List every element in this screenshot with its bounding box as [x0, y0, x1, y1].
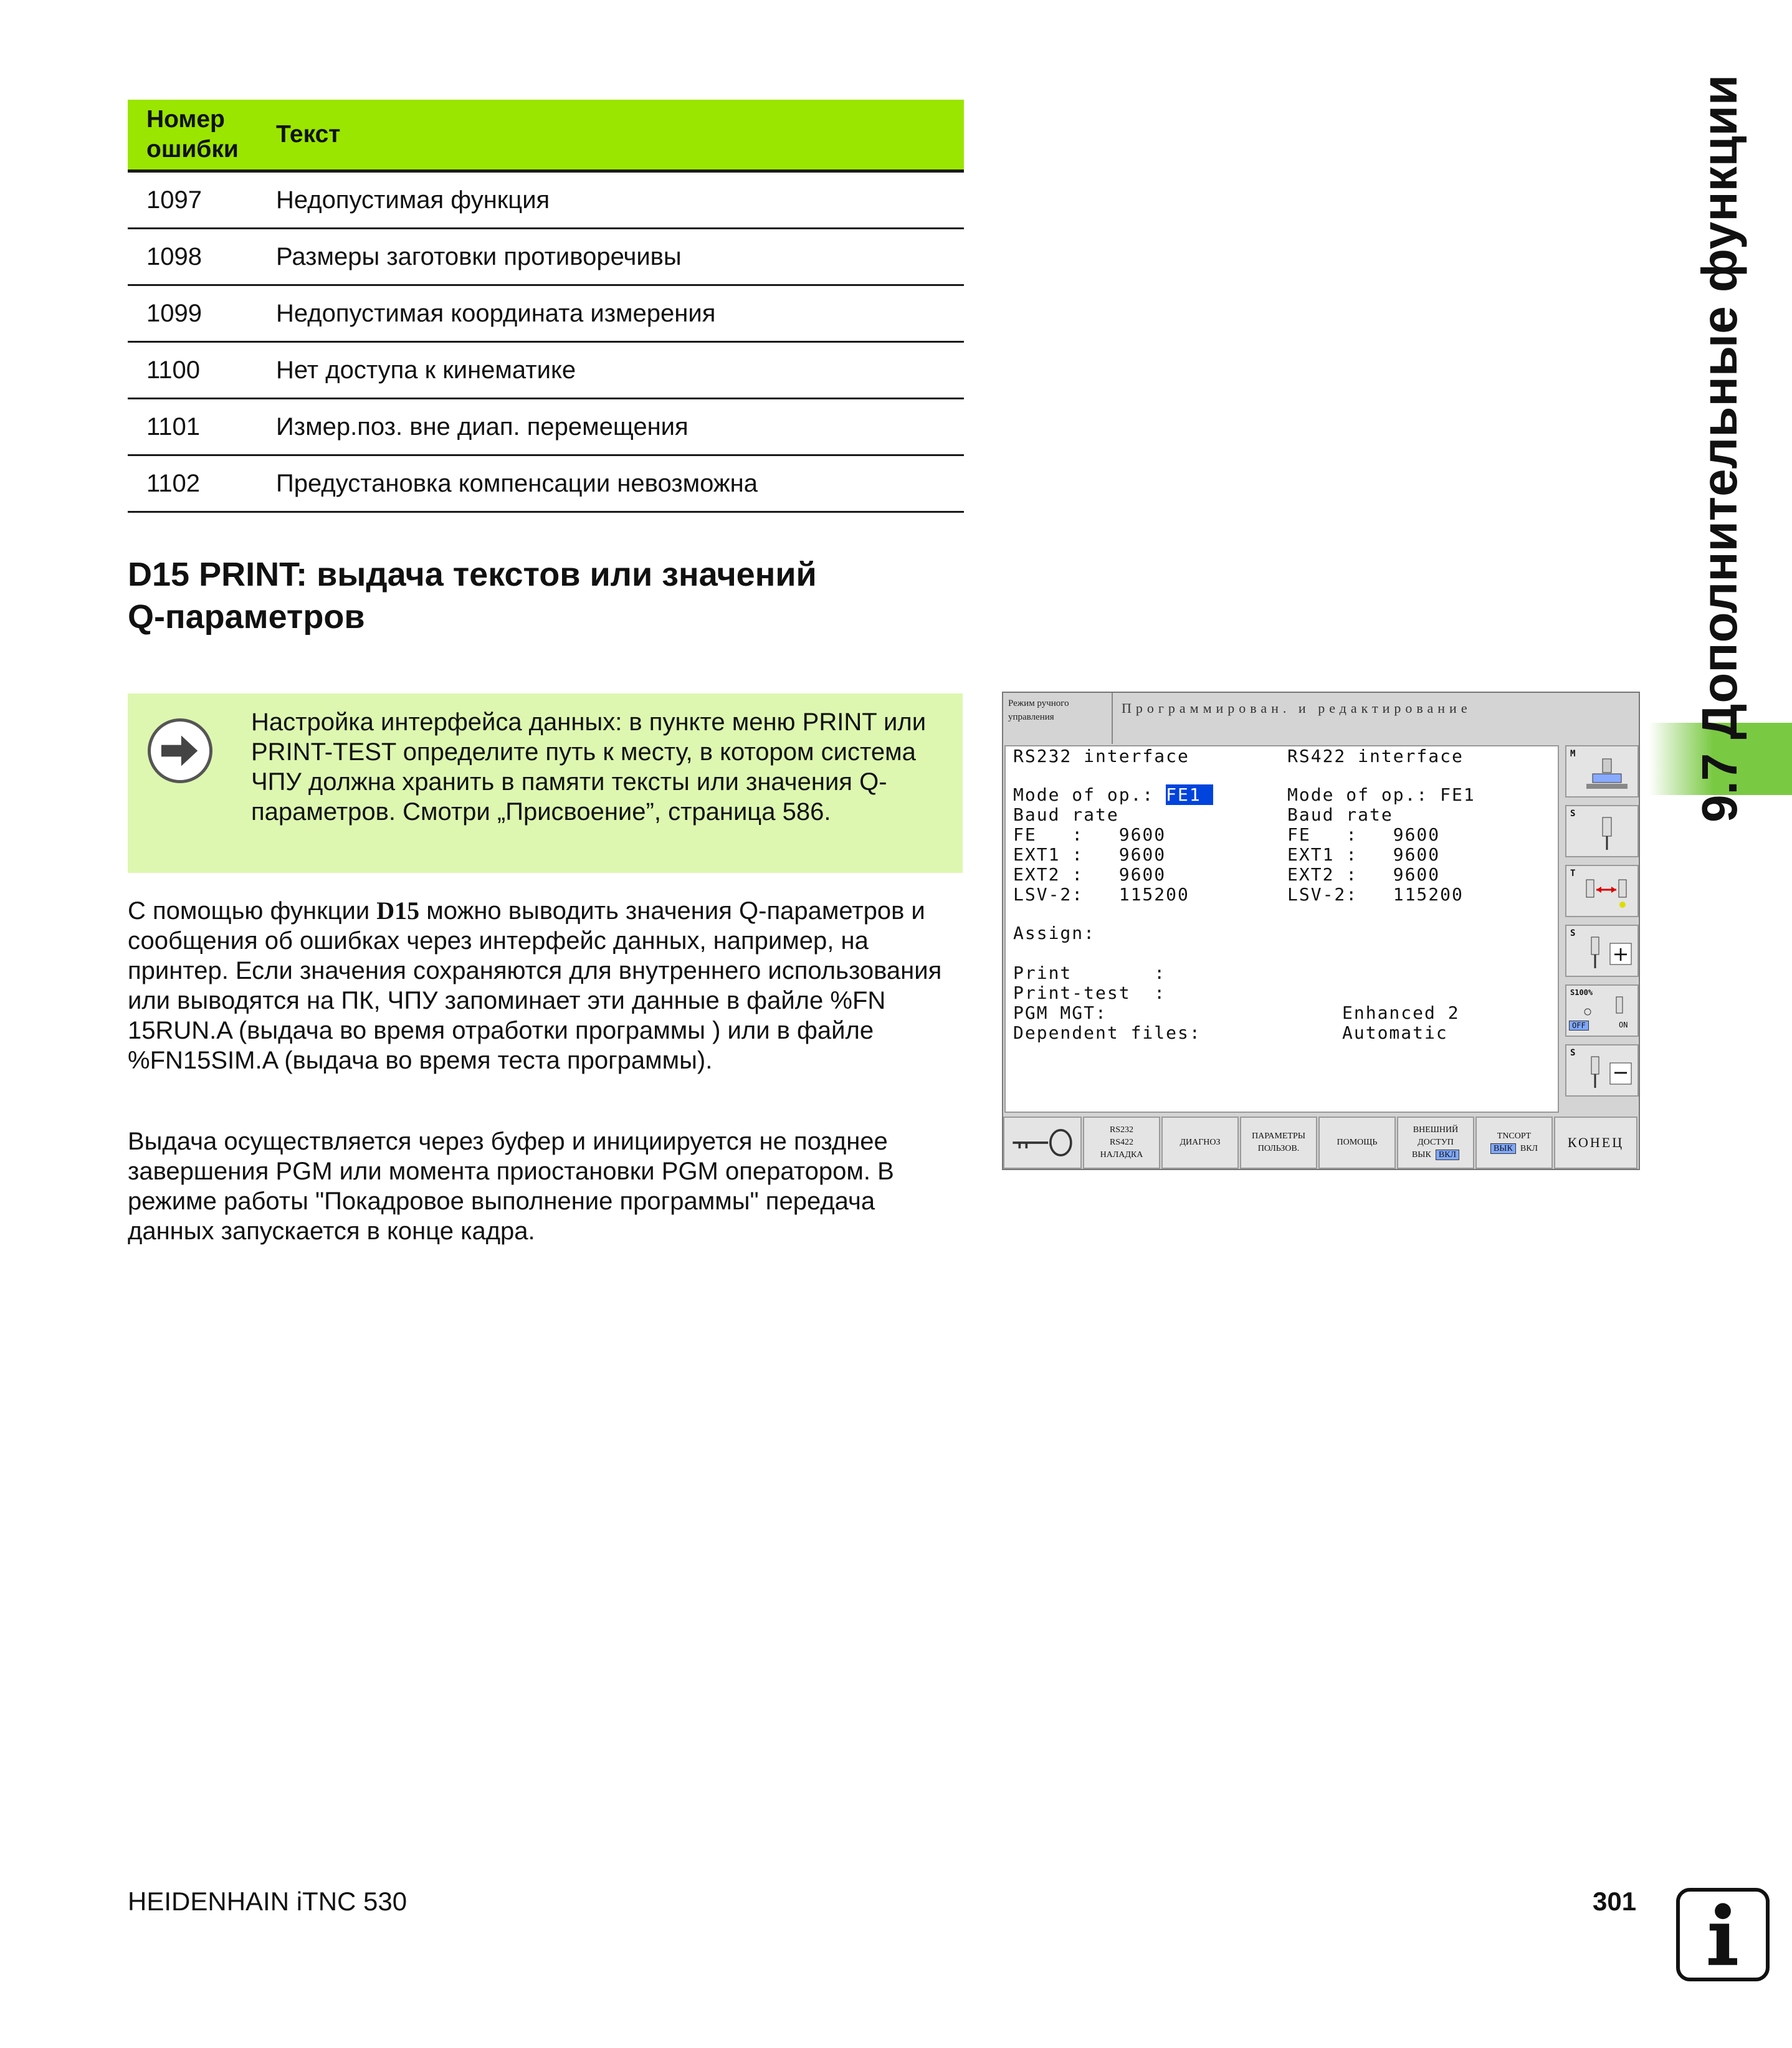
- error-text: Недопустимая координата измерения: [276, 299, 716, 327]
- rs422-title: RS422 interface: [1287, 746, 1464, 766]
- info-icon: [1676, 1888, 1770, 1981]
- error-number: 1099: [146, 299, 202, 327]
- error-table: [128, 100, 964, 513]
- horizontal-softkey-bar: [1003, 1117, 1639, 1170]
- softkey-rs232-setup[interactable]: RS232 RS422 НАЛАДКА: [1083, 1117, 1160, 1169]
- function-name: D15: [376, 897, 420, 925]
- override-on: ON: [1619, 1021, 1628, 1029]
- error-text: Измер.поз. вне диап. перемещения: [276, 412, 689, 441]
- rs422-settings: Mode of op.: FE1 Baud rate FE : 9600 EXT1 : 9600 EXT2 : 9600 LSV-2: 115200: [1287, 784, 1475, 905]
- rs232-settings: Baud rate FE : 9600 EXT1 : 9600 EXT2 : 9600 LSV-2: 115200: [1013, 804, 1189, 905]
- softkey-spindle[interactable]: S: [1565, 805, 1639, 857]
- chapter-title: 9.7 Дополнительные функции: [1692, 74, 1747, 822]
- machine-mode-label: Режим ручного управления: [1003, 693, 1113, 744]
- softkey-end[interactable]: КОНЕЦ: [1554, 1117, 1637, 1169]
- body-paragraph: С помощью функции D15 можно выводить значения Q-параметров и сообщения об ошибках через интерфейс данных, например, на принтер. Если значения сохраняются для внутреннего использования или выводятся на ПК, ЧПУ запоминает эти данные в файле %FN 15RUN.A (выдача во время отработки программы ) или в файле %FN15SIM.A (выдача во время теста программы).: [128, 897, 942, 1074]
- manual-title: HEIDENHAIN iTNC 530: [128, 1887, 407, 1916]
- softkey-help[interactable]: ПОМОЩЬ: [1318, 1117, 1396, 1169]
- note-text: Настройка интерфейса данных: в пункте меню PRINT или PRINT-TEST определите путь к месту, в котором система ЧПУ должна хранить в памяти тексты или значения Q-параметров. Смотри „Присвоение”, страница 586.: [251, 708, 927, 826]
- softkey-key[interactable]: [1003, 1117, 1082, 1169]
- softkey-spindle-override[interactable]: S100% OFF ON: [1565, 984, 1639, 1037]
- header-text: Текст: [276, 121, 341, 148]
- error-text: Недопустимая функция: [276, 186, 550, 214]
- tool-change-icon: [1579, 875, 1635, 915]
- note-box: [128, 693, 963, 873]
- spindle-minus-icon: [1579, 1054, 1635, 1094]
- softkey-spindle-minus[interactable]: S −: [1565, 1044, 1639, 1097]
- assign-values: Enhanced 2 Automatic: [1342, 1003, 1460, 1043]
- softkey-user-parameters[interactable]: ПАРАМЕТРЫ ПОЛЬЗОВ.: [1240, 1117, 1317, 1169]
- table-row: [128, 229, 964, 286]
- section-heading: D15 PRINT: выдача текстов или значений Q-параметров: [128, 556, 817, 636]
- key-icon: [1008, 1125, 1077, 1160]
- svg-text:+: +: [1612, 942, 1629, 966]
- softkey-tool[interactable]: T: [1565, 865, 1639, 917]
- machine-table-icon: [1579, 755, 1635, 795]
- rs232-title: RS232 interface: [1013, 746, 1189, 766]
- error-number: 1098: [146, 242, 202, 270]
- softkey-tncopt[interactable]: TNCOPT ВЫК ВКЛ: [1475, 1117, 1553, 1169]
- rs232-mode: Mode of op.: FE1: [1013, 784, 1213, 805]
- error-text: Нет доступа к кинематике: [276, 356, 576, 384]
- control-screenshot: [1002, 692, 1640, 1170]
- spindle-icon: [1579, 815, 1635, 855]
- header-number: Номер ошибки: [146, 106, 239, 163]
- assign-settings: Assign: Print : Print-test : PGM MGT: Dependent files:: [1013, 923, 1201, 1043]
- error-number: 1097: [146, 186, 202, 214]
- error-text: Предустановка компенсации невозможна: [276, 469, 758, 497]
- override-off: OFF: [1569, 1021, 1589, 1031]
- softkey-machine[interactable]: M: [1565, 745, 1639, 798]
- table-row: [128, 456, 964, 513]
- table-row: [128, 173, 964, 229]
- softkey-spindle-plus[interactable]: S +: [1565, 925, 1639, 977]
- page-number: 301: [1593, 1887, 1637, 1916]
- table-header: [128, 100, 964, 173]
- softkey-external-access[interactable]: ВНЕШНИЙ ДОСТУП ВЫК ВКЛ: [1397, 1117, 1474, 1169]
- error-number: 1100: [146, 356, 201, 384]
- mode-value-field[interactable]: FE1: [1166, 784, 1213, 805]
- arrow-right-icon: [148, 718, 212, 783]
- error-number: 1102: [146, 469, 201, 497]
- svg-text:−: −: [1612, 1060, 1629, 1084]
- table-row: [128, 286, 964, 343]
- error-number: 1101: [146, 412, 201, 441]
- programming-mode-label: Программирован. и редактирование: [1122, 700, 1472, 716]
- softkey-diagnosis[interactable]: ДИАГНОЗ: [1161, 1117, 1239, 1169]
- spindle-plus-icon: [1579, 935, 1635, 974]
- body-paragraph: Выдача осуществляется через буфер и инициируется не позднее завершения PGM или момента приостановки PGM оператором. В режиме работы "Покадровое выполнение программы" передача данных запускается в конце кадра.: [128, 1128, 894, 1245]
- table-row: [128, 343, 964, 399]
- interface-display: [1004, 745, 1559, 1113]
- vertical-softkey-bar: [1561, 745, 1639, 1114]
- table-row: [128, 399, 964, 456]
- error-text: Размеры заготовки противоречивы: [276, 242, 682, 270]
